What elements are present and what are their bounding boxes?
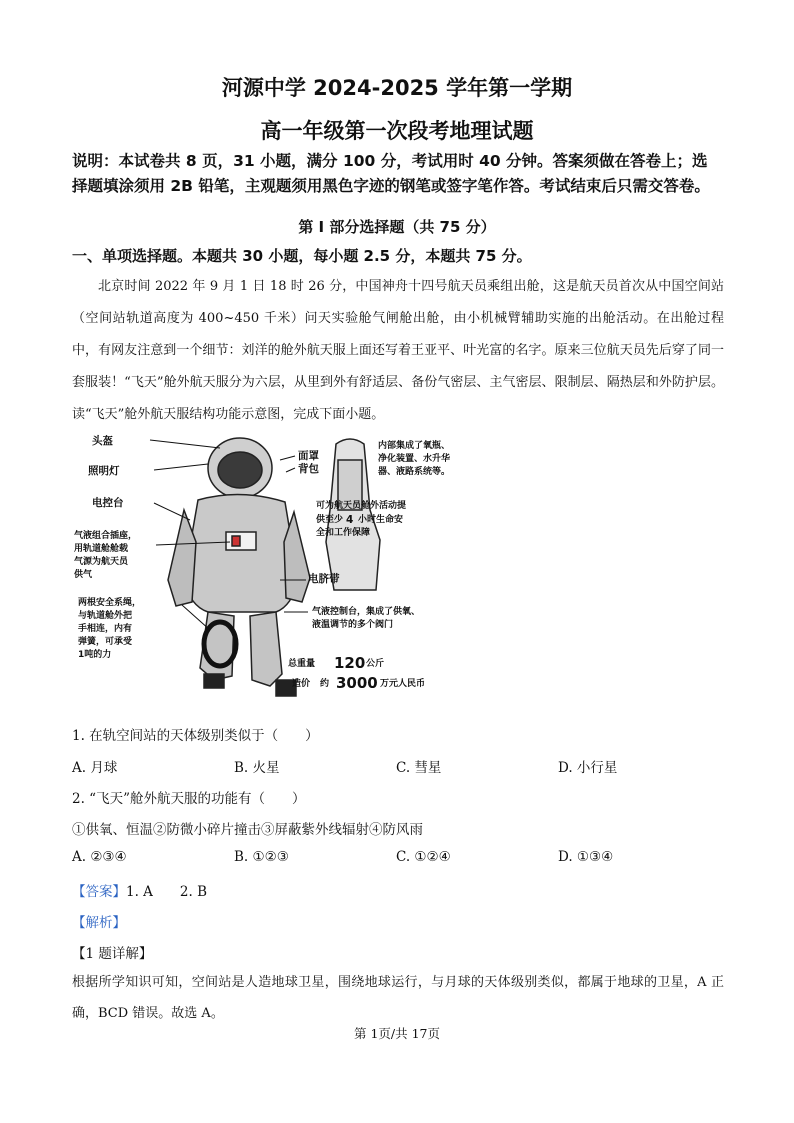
question-1-option-b: B. 火星 xyxy=(234,760,280,776)
label-valve-1: 气液控制台，集成了供氧、 xyxy=(312,607,421,617)
label-weight-unit: 公斤 xyxy=(366,659,385,669)
question-1-option-d: D. 小行星 xyxy=(558,760,618,776)
label-cost-unit: 万元人民币 xyxy=(380,679,426,689)
question-2-option-c: C. ①②④ xyxy=(396,849,451,865)
question-1-stem: 1. 在轨空间站的天体级别类似于（ ） xyxy=(72,728,319,744)
answer-text: 1. A 2. B xyxy=(126,884,208,900)
label-support-3: 小时生命安 xyxy=(358,515,404,525)
question-2-option-a: A. ②③④ xyxy=(72,849,127,865)
label-support-hours: 4 xyxy=(346,514,354,526)
label-gas-socket-1: 气液组合插座， xyxy=(74,531,138,541)
label-inner-3: 器、液路系统等。 xyxy=(378,467,451,477)
question-2-statements: ①供氧、恒温②防微小碎片撞击③屏蔽紫外线辐射④防风雨 xyxy=(72,822,423,838)
question-1-option-c: C. 彗星 xyxy=(396,760,442,776)
label-support-4: 全和工作保障 xyxy=(316,528,371,538)
label-visor: 面罩 xyxy=(298,450,319,462)
detail-text: 根据所学知识可知，空间站是人造地球卫星，围绕地球运行，与月球的天体级别类似，都属于地球的卫星，A 正确，BCD 错误。故选 A。 xyxy=(72,975,724,1021)
label-light: 照明灯 xyxy=(88,465,120,477)
label-gas-socket-2: 用轨道舱舱载 xyxy=(74,544,129,554)
label-gas-socket-3: 气源为航天员 xyxy=(74,557,129,567)
label-backpack: 背包 xyxy=(298,463,319,475)
exam-title-line2: 高一年级第一次段考地理试题 xyxy=(260,119,534,143)
label-safety-1: 两根安全系绳， xyxy=(78,598,142,608)
detail-label: 【1 题详解】 xyxy=(72,946,153,962)
spacesuit-diagram xyxy=(74,430,480,710)
label-console: 电控台 xyxy=(92,497,124,509)
section-title: 第 I 部分选择题（共 75 分） xyxy=(298,218,496,236)
label-weight-value: 120 xyxy=(334,654,366,672)
label-inner-2: 净化装置、水升华 xyxy=(378,454,451,464)
part1-heading: 一、单项选择题。本题共 30 小题，每小题 2.5 分，本题共 75 分。 xyxy=(72,247,532,265)
reading-passage: 北京时间 2022 年 9 月 1 日 18 时 26 分，中国神舟十四号航天员乘组出舱，这是航天员首次从中国空间站（空间站轨道高度为 400~450 千米）问天实验舱气闸舱出舱，由小机械臂辅助实施的出舱活动。在出舱过程中，有网友注意到一个细节：刘洋的舱外航天服上面还写着王亚平、叶光富的名字。原来三位航天员先后穿了同一套服装！“飞天”舱外航天服分为六层，从里到外有舒适层、备份气密层、主气密层、限制层、隔热层和外防护层。读“飞天”舱外航天服结构功能示意图，完成下面小题。 xyxy=(72,279,724,422)
label-cost-prefix: 造价 xyxy=(292,679,311,689)
label-valve-2: 液温调节的多个阀门 xyxy=(312,620,394,630)
label-safety-2: 与轨道舱外把 xyxy=(78,611,133,621)
exam-title-line1: 河源中学 2024-2025 学年第一学期 xyxy=(221,76,573,100)
label-inner-1: 内部集成了氧瓶、 xyxy=(378,441,451,451)
label-safety-4: 弹簧，可承受 xyxy=(78,637,133,647)
exam-instructions: 说明：本试卷共 8 页，31 小题，满分 100 分，考试用时 40 分钟。答案须做在答卷上；选择题填涂须用 2B 铅笔，主观题须用黑色字迹的钢笔或签字笔作答。考试结束后只需交答卷。 xyxy=(72,152,710,195)
page-footer: 第 1页/共 17页 xyxy=(353,1026,441,1041)
answer-line xyxy=(72,880,207,900)
question-1-option-a: A. 月球 xyxy=(72,760,118,776)
astronaut-illustration xyxy=(168,438,310,696)
analysis-label: 【解析】 xyxy=(72,915,126,931)
label-gas-socket-4: 供气 xyxy=(74,570,93,580)
label-support-1: 可为航天员舱外活动提 xyxy=(316,501,407,511)
question-2-option-d: D. ①③④ xyxy=(558,849,614,865)
label-safety-3: 手相连，内有 xyxy=(78,624,133,634)
label-weight-prefix: 总重量 xyxy=(288,659,316,669)
question-2-stem: 2. “飞天”舱外航天服的功能有（ ） xyxy=(72,791,306,807)
spacesuit-figure xyxy=(74,430,480,710)
answer-label: 【答案】 xyxy=(72,884,126,900)
label-cost-value: 3000 xyxy=(336,674,378,692)
label-umbilical: 电脐带 xyxy=(308,573,340,585)
label-support-2: 供至少 xyxy=(316,515,344,525)
label-helmet: 头盔 xyxy=(92,435,113,447)
question-2-option-b: B. ①②③ xyxy=(234,849,289,865)
label-cost-about: 约 xyxy=(320,679,330,689)
label-safety-5: 1吨的力 xyxy=(78,650,112,660)
